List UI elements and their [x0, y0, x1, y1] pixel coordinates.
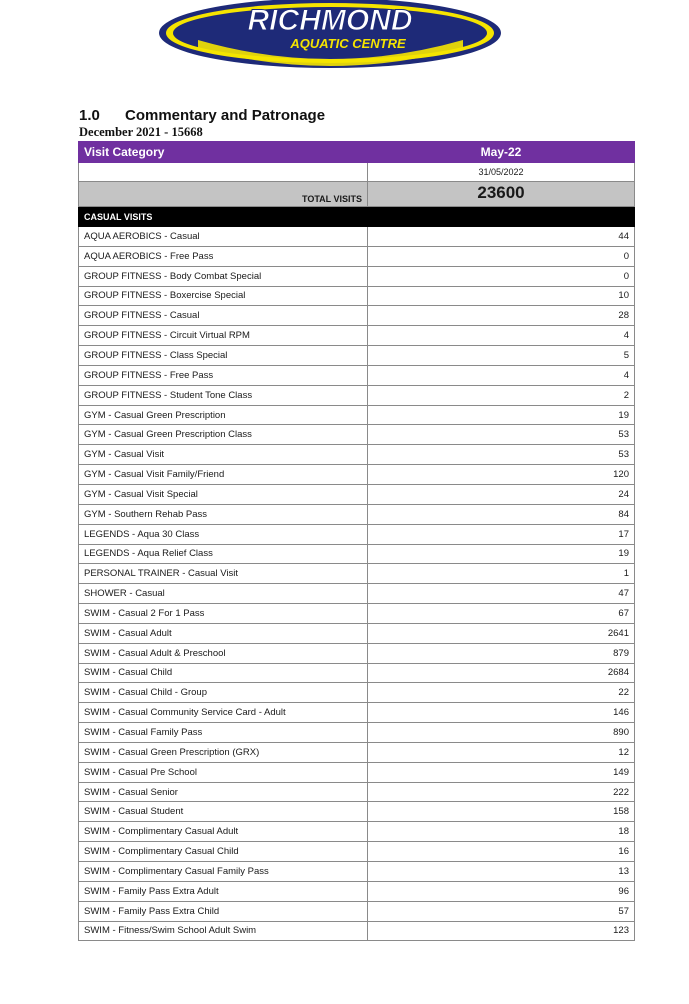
- visit-category-cell: AQUA AEROBICS - Free Pass: [79, 246, 368, 266]
- visit-category-cell: SWIM - Casual Family Pass: [79, 723, 368, 743]
- table-row: [79, 484, 635, 504]
- visit-category-cell: GROUP FITNESS - Boxercise Special: [79, 286, 368, 306]
- table-row: [79, 465, 635, 485]
- visit-category-cell: GYM - Southern Rehab Pass: [79, 504, 368, 524]
- visit-count-cell: 5: [368, 346, 635, 366]
- visit-count-cell: 2684: [368, 663, 635, 683]
- visit-count-cell: 53: [368, 445, 635, 465]
- visit-count-cell: 22: [368, 683, 635, 703]
- table-row: [79, 881, 635, 901]
- table-row: [79, 921, 635, 941]
- visit-count-cell: 19: [368, 405, 635, 425]
- visit-category-cell: SWIM - Fitness/Swim School Adult Swim: [79, 921, 368, 941]
- table-row: [79, 723, 635, 743]
- table-row: [79, 623, 635, 643]
- visit-count-cell: 47: [368, 584, 635, 604]
- table-row: [79, 683, 635, 703]
- section-heading: [79, 107, 325, 124]
- section-number: 1.0: [79, 107, 100, 124]
- table-row: [79, 246, 635, 266]
- logo-subtitle: AQUATIC CENTRE: [290, 36, 406, 51]
- visit-category-cell: GROUP FITNESS - Free Pass: [79, 365, 368, 385]
- visit-category-cell: PERSONAL TRAINER - Casual Visit: [79, 564, 368, 584]
- total-visits-value: 23600: [368, 182, 635, 207]
- visit-count-cell: 19: [368, 544, 635, 564]
- visit-category-cell: SWIM - Casual Senior: [79, 782, 368, 802]
- visit-count-cell: 123: [368, 921, 635, 941]
- visit-count-cell: 4: [368, 365, 635, 385]
- visit-count-cell: 1: [368, 564, 635, 584]
- table-row: [79, 604, 635, 624]
- visit-count-cell: 2641: [368, 623, 635, 643]
- visit-count-cell: 4: [368, 326, 635, 346]
- visit-category-cell: GROUP FITNESS - Body Combat Special: [79, 266, 368, 286]
- report-date: 31/05/2022: [368, 163, 635, 182]
- visit-category-cell: SWIM - Casual Pre School: [79, 762, 368, 782]
- visit-category-cell: SWIM - Family Pass Extra Adult: [79, 881, 368, 901]
- visit-count-cell: 16: [368, 842, 635, 862]
- table-row: [79, 504, 635, 524]
- table-row: [79, 802, 635, 822]
- table-row: [79, 306, 635, 326]
- visit-category-cell: SWIM - Casual Student: [79, 802, 368, 822]
- table-row: [79, 405, 635, 425]
- table-row: [79, 266, 635, 286]
- december-total-note: December 2021 - 15668: [79, 125, 203, 139]
- visit-category-cell: GROUP FITNESS - Class Special: [79, 346, 368, 366]
- visit-category-cell: LEGENDS - Aqua 30 Class: [79, 524, 368, 544]
- visit-count-cell: 18: [368, 822, 635, 842]
- visit-count-cell: 84: [368, 504, 635, 524]
- table-header-row: [79, 142, 635, 163]
- visit-category-cell: SWIM - Family Pass Extra Child: [79, 901, 368, 921]
- visit-category-cell: SWIM - Casual Child: [79, 663, 368, 683]
- visit-category-cell: SWIM - Casual Adult & Preschool: [79, 643, 368, 663]
- casual-visits-section-row: [79, 207, 635, 227]
- table-row: [79, 782, 635, 802]
- visit-category-cell: AQUA AEROBICS - Casual: [79, 227, 368, 247]
- visit-count-cell: 890: [368, 723, 635, 743]
- table-row: [79, 762, 635, 782]
- casual-visits-label: CASUAL VISITS: [79, 207, 368, 227]
- visit-count-cell: 12: [368, 742, 635, 762]
- visit-category-cell: GYM - Casual Green Prescription: [79, 405, 368, 425]
- table-row: [79, 286, 635, 306]
- visit-count-cell: 146: [368, 703, 635, 723]
- visit-category-cell: GROUP FITNESS - Student Tone Class: [79, 385, 368, 405]
- visit-count-cell: 0: [368, 266, 635, 286]
- visit-category-cell: SWIM - Complimentary Casual Child: [79, 842, 368, 862]
- visit-category-cell: GYM - Casual Visit: [79, 445, 368, 465]
- logo-title: RICHMOND: [247, 4, 413, 37]
- table-row: [79, 524, 635, 544]
- visit-count-cell: 24: [368, 484, 635, 504]
- table-row: [79, 842, 635, 862]
- visit-category-cell: GROUP FITNESS - Casual: [79, 306, 368, 326]
- visit-count-cell: 158: [368, 802, 635, 822]
- visit-category-cell: SWIM - Casual 2 For 1 Pass: [79, 604, 368, 624]
- visit-count-cell: 222: [368, 782, 635, 802]
- visit-count-cell: 28: [368, 306, 635, 326]
- visit-count-cell: 13: [368, 862, 635, 882]
- visit-count-cell: 57: [368, 901, 635, 921]
- visit-category-cell: SWIM - Complimentary Casual Family Pass: [79, 862, 368, 882]
- date-row: [79, 163, 635, 182]
- visit-category-cell: GYM - Casual Green Prescription Class: [79, 425, 368, 445]
- patronage-table: [78, 141, 635, 941]
- table-row: [79, 346, 635, 366]
- richmond-aquatic-centre-logo: [158, 0, 502, 70]
- table-row: [79, 862, 635, 882]
- visit-category-cell: GYM - Casual Visit Family/Friend: [79, 465, 368, 485]
- table-row: [79, 385, 635, 405]
- visit-category-cell: GYM - Casual Visit Special: [79, 484, 368, 504]
- table-row: [79, 227, 635, 247]
- visit-category-cell: SWIM - Casual Adult: [79, 623, 368, 643]
- total-visits-label: TOTAL VISITS: [79, 182, 368, 207]
- visit-count-cell: 67: [368, 604, 635, 624]
- visit-category-cell: SWIM - Casual Community Service Card - Adult: [79, 703, 368, 723]
- visit-count-cell: 2: [368, 385, 635, 405]
- visit-category-cell: LEGENDS - Aqua Relief Class: [79, 544, 368, 564]
- visit-count-cell: 0: [368, 246, 635, 266]
- visit-count-cell: 149: [368, 762, 635, 782]
- visit-count-cell: 879: [368, 643, 635, 663]
- table-row: [79, 326, 635, 346]
- visit-count-cell: 17: [368, 524, 635, 544]
- table-row: [79, 445, 635, 465]
- visit-category-cell: SWIM - Complimentary Casual Adult: [79, 822, 368, 842]
- header-month: May-22: [368, 142, 635, 163]
- total-visits-row: [79, 182, 635, 207]
- table-row: [79, 901, 635, 921]
- table-row: [79, 544, 635, 564]
- visit-category-cell: SWIM - Casual Child - Group: [79, 683, 368, 703]
- table-row: [79, 822, 635, 842]
- visit-count-cell: 120: [368, 465, 635, 485]
- visit-count-cell: 44: [368, 227, 635, 247]
- visit-count-cell: 96: [368, 881, 635, 901]
- table-row: [79, 365, 635, 385]
- table-row: [79, 703, 635, 723]
- visit-category-cell: SWIM - Casual Green Prescription (GRX): [79, 742, 368, 762]
- table-row: [79, 425, 635, 445]
- table-row: [79, 564, 635, 584]
- table-row: [79, 643, 635, 663]
- header-visit-category: Visit Category: [79, 142, 368, 163]
- visit-category-cell: GROUP FITNESS - Circuit Virtual RPM: [79, 326, 368, 346]
- section-title: Commentary and Patronage: [125, 107, 326, 124]
- visit-category-cell: SHOWER - Casual: [79, 584, 368, 604]
- table-row: [79, 742, 635, 762]
- visit-count-cell: 53: [368, 425, 635, 445]
- visit-count-cell: 10: [368, 286, 635, 306]
- table-row: [79, 663, 635, 683]
- table-row: [79, 584, 635, 604]
